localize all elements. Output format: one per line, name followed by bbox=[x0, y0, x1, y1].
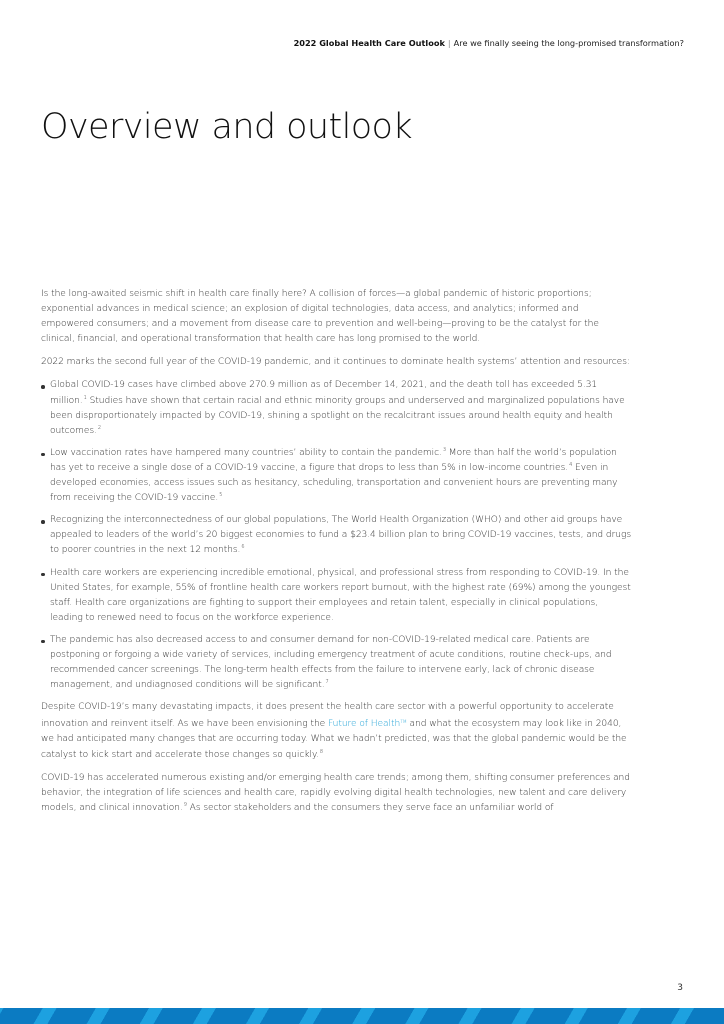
footnote-ref[interactable]: 5 bbox=[219, 492, 223, 499]
link-text: Future of Health bbox=[327, 719, 401, 730]
report-subtitle: Are we finally seeing the long-promised transformation? bbox=[453, 38, 684, 48]
footnote-ref[interactable]: 9 bbox=[183, 801, 187, 808]
list-item bbox=[41, 378, 631, 438]
list-item bbox=[41, 566, 631, 626]
footnote-ref[interactable]: 7 bbox=[325, 679, 329, 686]
bullet-text: Recognizing the interconnectedness of our global populations, The World Health Organization (WHO) and other aid groups have appealed to leaders of the world’s 20 biggest economies to fund a $23.4 billion plan to bring COVID-19 vaccines, tests, and drugs to poorer countries in the next 12 months. bbox=[50, 515, 632, 556]
page-number: 3 bbox=[677, 983, 683, 993]
report-title: 2022 Global Health Care Outlook bbox=[293, 38, 445, 48]
paragraph-text: As sector stakeholders and the consumers they serve face an unfamiliar world of bbox=[186, 802, 554, 813]
footnote-ref[interactable]: 3 bbox=[442, 446, 446, 453]
list-item bbox=[41, 446, 631, 506]
future-of-health-link[interactable] bbox=[328, 719, 407, 729]
bullet-text: Studies have shown that certain racial and ethnic minority groups and underserved and marginalized populations have been disproportionately impacted by COVID-19, shining a spotlight on the recalcitrant issues around health equity and health outcomes. bbox=[50, 395, 625, 436]
trademark-mark: TM bbox=[400, 720, 407, 726]
paragraph-text: and what the ecosystem may look like in 2040, we had anticipated many changes that are occurring today. What we hadn’t predicted, was that the global pandemic would be the catalyst to kick start and accelerate those changes so quickly. bbox=[41, 719, 627, 760]
bullet-text: Global COVID-19 cases have climbed above 270.9 million as of December 14, 2021, and the death toll has exceeded 5.31 million. bbox=[50, 380, 598, 406]
bullet-text: Even in developed economies, access issues such as hesitancy, scheduling, transportation and convenient hours are preventing many from receiving the COVID-19 vaccine. bbox=[50, 462, 618, 504]
paragraph-text: COVID-19 has accelerated numerous existing and/or emerging health care trends; among them, shifting consumer preferences and behavior, the integration of life sciences and health care, rapidly evolving digital health technologies, new talent and care delivery models, and clinical innovation. bbox=[41, 772, 630, 813]
bullet-text: Low vaccination rates have hampered many countries’ ability to contain the pandemic. bbox=[50, 447, 442, 458]
intro-lead-in: 2022 marks the second full year of the COVID-19 pandemic, and it continues to dominate health systems’ attention and resources: bbox=[41, 357, 630, 368]
page-title: Overview and outlook bbox=[41, 107, 413, 147]
bullet-text: More than half the world’s population has yet to receive a single dose of a COVID-19 vaccine, a figure that drops to less than 5% in low-income countries. bbox=[50, 447, 617, 473]
header-separator: | bbox=[447, 38, 451, 48]
footnote-ref[interactable]: 8 bbox=[319, 748, 323, 755]
footnote-ref[interactable]: 4 bbox=[569, 461, 573, 468]
body-text bbox=[41, 287, 631, 824]
list-item bbox=[41, 513, 631, 558]
running-header bbox=[294, 38, 684, 48]
intro-paragraph: Is the long-awaited seismic shift in health care finally here? A collision of forces—a global pandemic of historic proportions; exponential advances in medical science; an explosion of digital technologies, data access, and analytics; informed and empowered consumers; and a movement from disease care to prevention and well-being—proving to be the catalyst for the clinical, financial, and operational transformation that health care has long promised to the world. bbox=[41, 289, 599, 345]
paragraph-text: Despite COVID-19’s many devastating impacts, it does present the health care sector with a powerful opportunity to accelerate innovation and reinvent itself. As we have been envisioning the bbox=[41, 702, 614, 730]
footnote-ref[interactable]: 2 bbox=[97, 424, 101, 431]
bullet-text: The pandemic has also decreased access to and consumer demand for non-COVID-19-related medical care. Patients are postponing or forgoing a wide variety of services, including emergency treatment of acute conditions, routine check-ups, and recommended cancer screenings. The long-term health effects from the failure to intervene early, lack of chronic disease management, and undiagnosed conditions will be significant. bbox=[50, 634, 612, 691]
footnote-ref[interactable]: 6 bbox=[241, 544, 245, 551]
bullet-list bbox=[41, 378, 631, 693]
opportunity-paragraph bbox=[41, 700, 631, 762]
bullet-text: Health care workers are experiencing incredible emotional, physical, and professional stress from responding to COVID-19. In the United States, for example, 55% of frontline health care workers report burnout, with the highest rate (69%) among the youngest staff. Health care organizations are fighting to support their employees and retain talent, especially in clinical populations, leading to renewed need to focus on the workforce experience. bbox=[50, 567, 631, 623]
footer-stripe-band bbox=[0, 1008, 724, 1024]
footnote-ref[interactable]: 1 bbox=[83, 394, 87, 401]
trends-paragraph bbox=[41, 771, 631, 816]
list-item bbox=[41, 633, 631, 693]
